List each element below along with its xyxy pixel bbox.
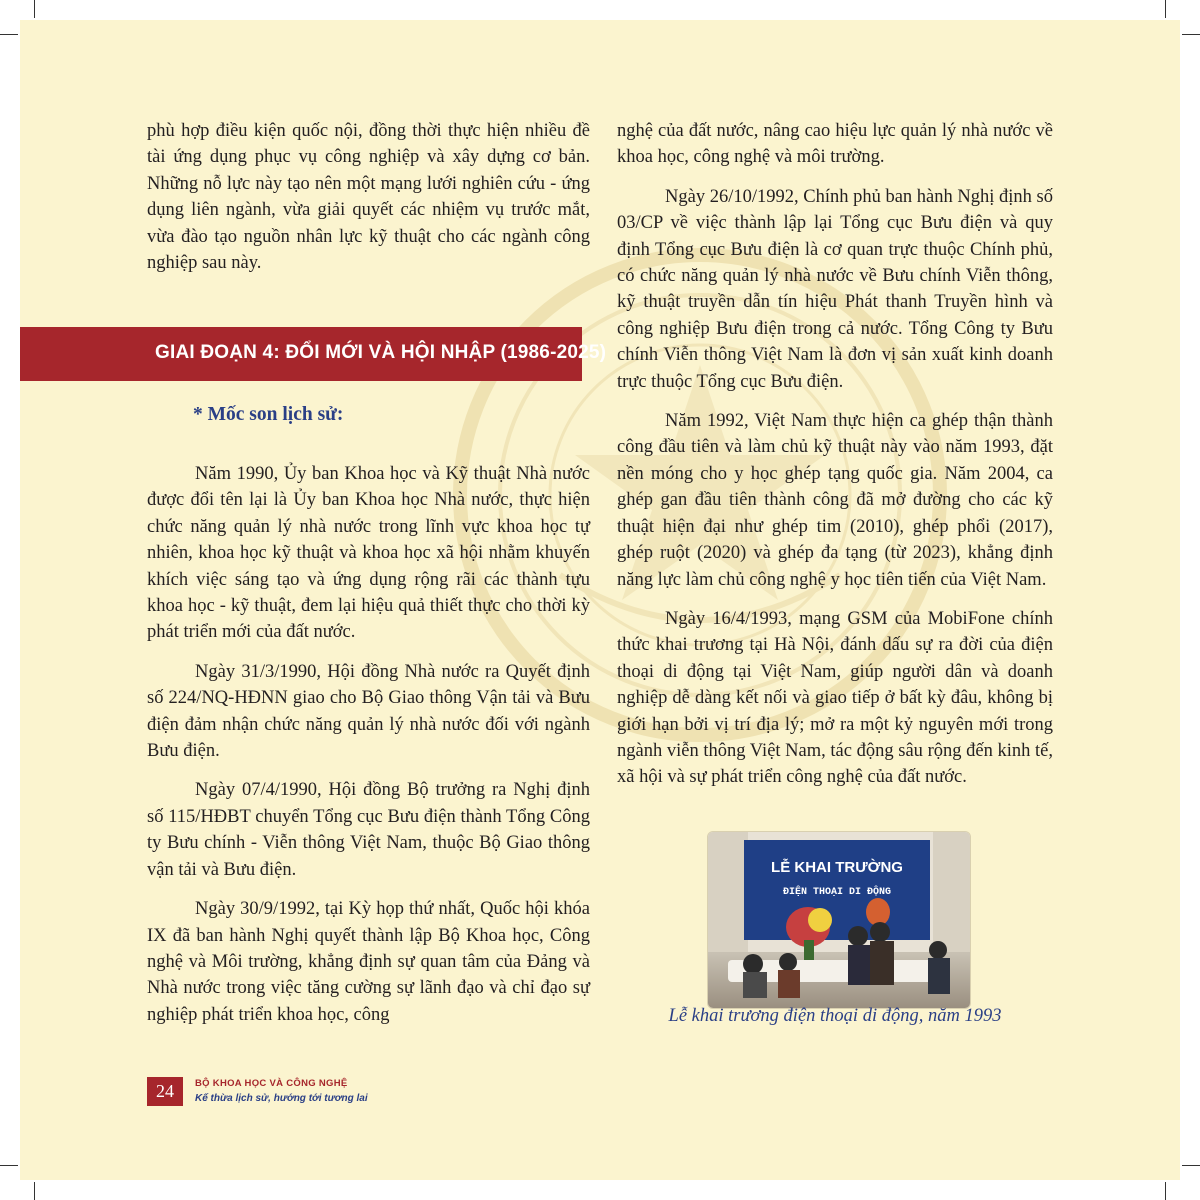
paragraph: phù hợp điều kiện quốc nội, đồng thời thực hiện nhiều đề tài ứng dụng phục vụ công nghiệp và xây dựng cơ bản. Những nỗ lực này tạo nên một mạng lưới nghiên cứu - ứng dụng liên ngành, vừa giải quyết các nhiệm vụ trước mắt, vừa đào tạo nguồn nhân lực kỹ thuật cho các ngành công nghiệp sau này. (147, 121, 590, 274)
paragraph: Ngày 26/10/1992, Chính phủ ban hành Nghị định số 03/CP về việc thành lập lại Tổng cục Bưu điện và quy định Tổng cục Bưu điện là cơ quan trực thuộc Chính phủ, có chức năng quản lý nhà nước về Bưu chính Viễn thông, kỹ thuật truyền dẫn tín hiệu Phát thanh Truyền hình và công nghiệp Bưu điện trong cả nước. Tổng Công ty Bưu chính Viễn thông Việt Nam là đơn vị sản xuất kinh doanh trực thuộc Tổng cục Bưu điện. (617, 186, 1053, 392)
section-banner-title: GIAI ĐOẠN 4: ĐỔI MỚI VÀ HỘI NHẬP (1986-2025) (155, 342, 607, 363)
crop-mark (1182, 1165, 1200, 1166)
footer-subtitle: Kế thừa lịch sử, hướng tới tương lai (195, 1093, 368, 1104)
document-page (20, 20, 1180, 1180)
page-number: 24 (147, 1077, 183, 1106)
crop-mark (34, 1182, 35, 1200)
photo-illustration (708, 832, 970, 1008)
paragraph: Năm 1990, Ủy ban Khoa học và Kỹ thuật Nhà nước được đổi tên lại là Ủy ban Khoa học Nhà nước, thực hiện chức năng quản lý nhà nước trong lĩnh vực khoa học tự nhiên, khoa học kỹ thuật và khoa học xã hội nhằm khuyến khích việc sáng tạo và ứng dụng rộng rãi các thành tựu khoa học - kỹ thuật, đem lại hiệu quả thiết thực cho thời kỳ phát triển mới của đất nước. (147, 464, 590, 643)
footer-title: BỘ KHOA HỌC VÀ CÔNG NGHỆ (195, 1078, 348, 1089)
crop-mark (0, 1165, 18, 1166)
paragraph: Năm 1992, Việt Nam thực hiện ca ghép thận thành công đầu tiên và làm chủ kỹ thuật này vào năm 1993, đặt nền móng cho y học ghép tạng quốc gia. Năm 2004, ca ghép gan đầu tiên thành công đã mở đường cho các kỹ thuật hiện đại như ghép tim (2010), ghép phổi (2017), ghép ruột (2020) và ghép đa tạng (từ 2023), khẳng định năng lực làm chủ công nghệ y học tiên tiến của Việt Nam. (617, 411, 1053, 590)
crop-mark (1165, 0, 1166, 18)
crop-mark (1182, 34, 1200, 35)
left-column-continuation (147, 118, 590, 289)
paragraph: Ngày 07/4/1990, Hội đồng Bộ trưởng ra Nghị định số 115/HĐBT chuyển Tổng cục Bưu điện thành Tổng Công ty Bưu chính - Viễn thông Việt Nam, thuộc Bộ Giao thông vận tải và Bưu điện. (147, 780, 590, 880)
left-column (147, 461, 590, 1041)
event-photo (707, 831, 971, 1009)
photo-banner-line1: LỄ KHAI TRƯỜNG (771, 859, 903, 876)
photo-caption: Lễ khai trương điện thoại di động, năm 1993 (668, 1006, 1002, 1026)
paragraph: nghệ của đất nước, nâng cao hiệu lực quản lý nhà nước về khoa học, công nghệ và môi trường. (617, 121, 1053, 168)
paragraph: Ngày 30/9/1992, tại Kỳ họp thứ nhất, Quốc hội khóa IX đã ban hành Nghị quyết thành lập Bộ Khoa học, Công nghệ và Môi trường, khẳng định sự quan tâm của Đảng và Nhà nước trong việc tăng cường sự lãnh đạo và chỉ đạo sự nghiệp phát triển khoa học, công (147, 899, 590, 1025)
crop-mark (1165, 1182, 1166, 1200)
milestone-heading: * Mốc son lịch sử: (193, 404, 344, 425)
crop-mark (0, 34, 18, 35)
crop-mark (34, 0, 35, 18)
paragraph: Ngày 16/4/1993, mạng GSM của MobiFone chính thức khai trương tại Hà Nội, đánh dấu sự ra đời của điện thoại di động tại Việt Nam, giúp người dân và doanh nghiệp dễ dàng kết nối và giao tiếp ở bất kỳ đâu, không bị giới hạn bởi vị trí địa lý; mở ra một kỷ nguyên mới trong ngành viễn thông Việt Nam, tác động sâu rộng đến kinh tế, xã hội và sự phát triển công nghệ của đất nước. (617, 608, 1053, 788)
right-column (617, 118, 1053, 804)
photo-banner-line2: ĐIỆN THOẠI DI ĐỘNG (782, 887, 892, 898)
paragraph: Ngày 31/3/1990, Hội đồng Nhà nước ra Quyết định số 224/NQ-HĐNN giao cho Bộ Giao thông Vận tải và Bưu điện đảm nhận chức năng quản lý nhà nước đối với ngành Bưu điện. (147, 661, 590, 762)
